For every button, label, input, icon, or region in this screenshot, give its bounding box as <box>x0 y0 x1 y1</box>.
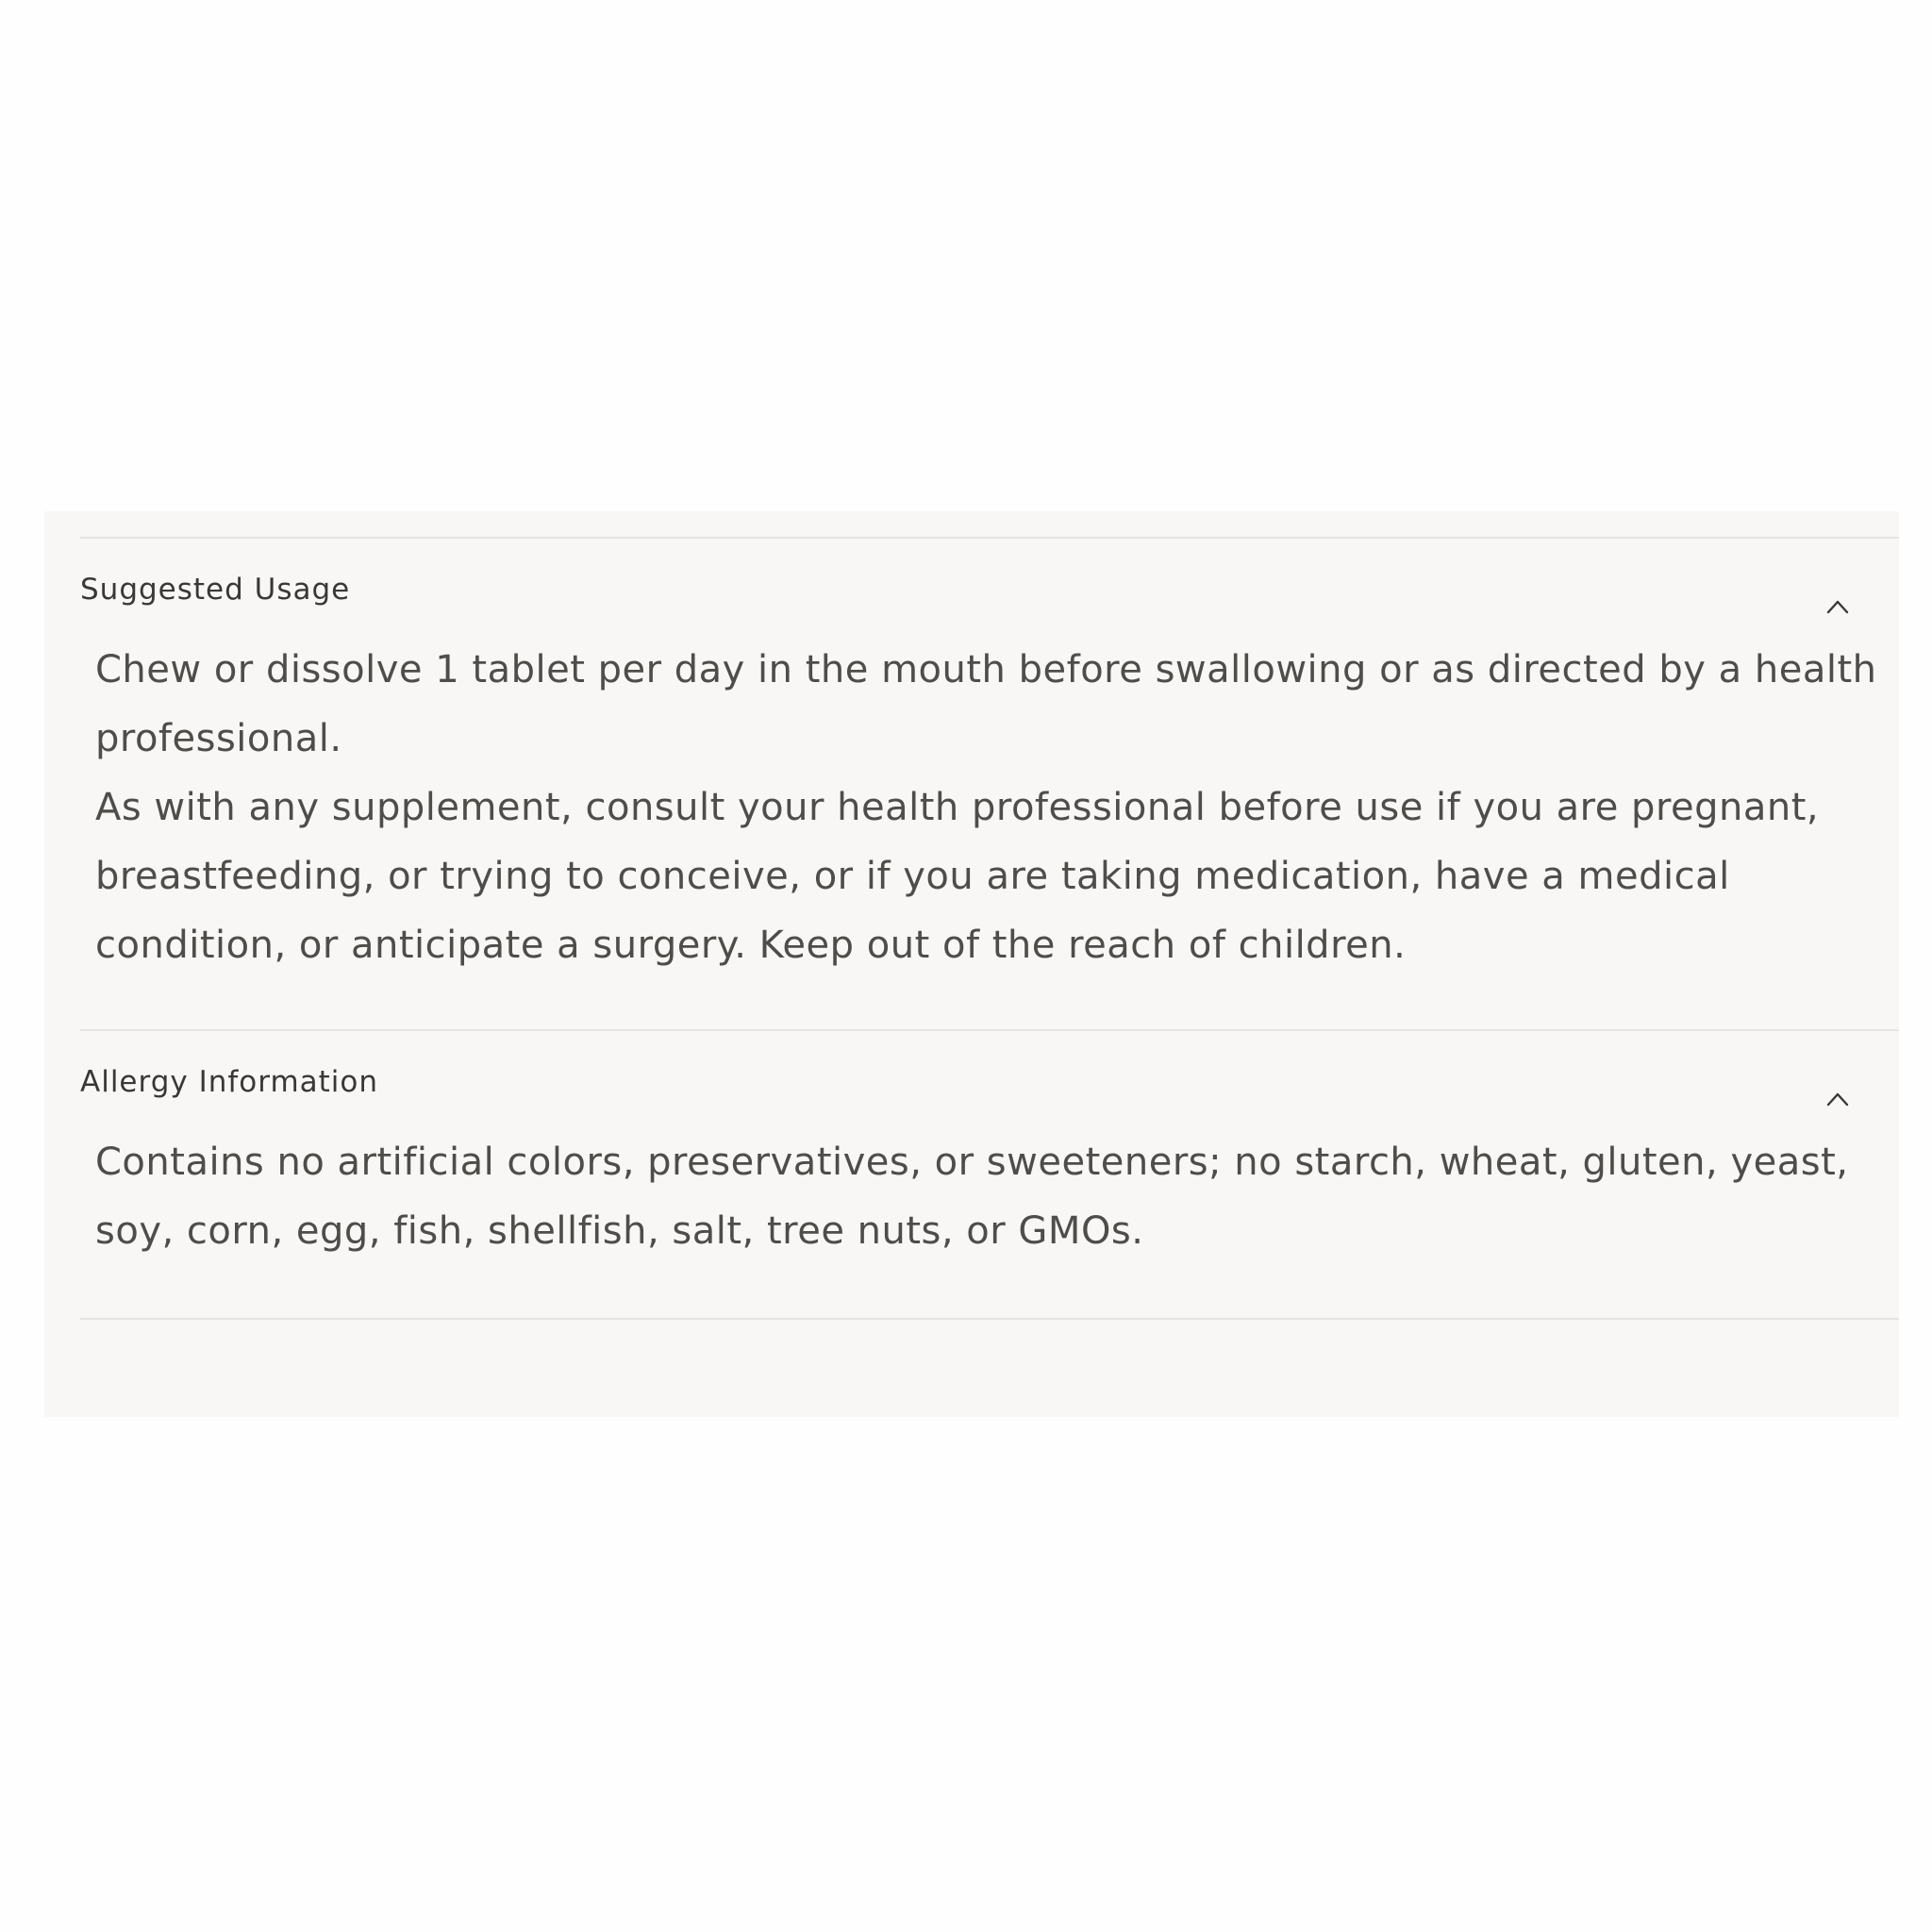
suggested-usage-content <box>80 636 1899 1029</box>
product-details-panel <box>44 511 1899 1417</box>
suggested-usage-paragraph: Chew or dissolve 1 tablet per day in the mouth before swallowing or as directed by a health professional. <box>95 648 1877 760</box>
product-info-accordion <box>80 537 1899 1320</box>
allergy-information-content <box>80 1128 1899 1318</box>
accordion-divider-bottom <box>80 1318 1899 1320</box>
allergy-information-paragraph: Contains no artificial colors, preservatives, or sweeteners; no starch, wheat, gluten, yeast, soy, corn, egg, fish, shellfish, salt, tree nuts, or GMOs. <box>95 1141 1849 1253</box>
suggested-usage-title: Suggested Usage <box>80 573 351 607</box>
allergy-information-title: Allergy Information <box>80 1065 379 1099</box>
suggested-usage-header[interactable] <box>80 539 1899 661</box>
chevron-up-icon[interactable] <box>1825 1091 1850 1108</box>
chevron-up-icon[interactable] <box>1825 598 1850 615</box>
suggested-usage-paragraph: As with any supplement, consult your health professional before use if you are pregnant, breastfeeding, or trying to conceive, or if you are taking medication, have a medical condition, or anticipate a surgery. Keep out of the reach of children. <box>95 786 1820 967</box>
allergy-information-header[interactable] <box>80 1031 1899 1154</box>
